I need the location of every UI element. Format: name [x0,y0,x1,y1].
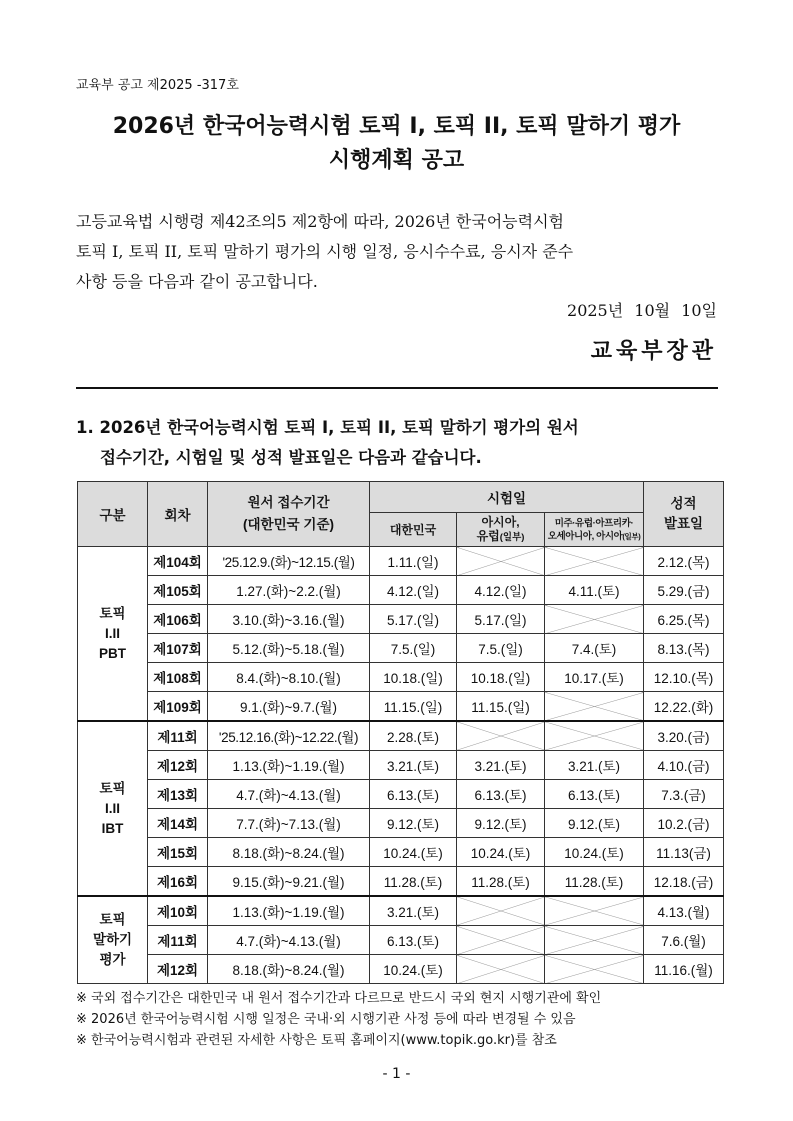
header-result-date [644,482,724,547]
session-cell: 제11회 [148,721,208,751]
apply-period-cell: '25.12.16.(화)~12.22.(월) [208,721,370,751]
test-date-asia-cell: 9.12.(토) [457,809,545,838]
result-date-cell: 7.6.(월) [644,926,724,955]
header-america-etc [545,513,644,547]
header-korea: 대한민국 [370,513,457,547]
test-date-korea-cell: 1.11.(일) [370,547,457,576]
result-date-cell: 4.13.(월) [644,896,724,926]
test-date-america-not-applicable-cell [545,692,644,722]
result-date-cell: 4.10.(금) [644,751,724,780]
test-date-america-cell: 11.28.(토) [545,867,644,897]
test-date-america-not-applicable-cell [545,547,644,576]
header-category: 구분 [78,482,148,547]
table-row [78,896,724,926]
test-date-america-not-applicable-cell [545,721,644,751]
apply-period-cell: 4.7.(화)~4.13.(월) [208,780,370,809]
section-1-heading [76,413,718,473]
test-date-america-cell: 6.13.(토) [545,780,644,809]
result-date-cell: 5.29.(금) [644,576,724,605]
table-row [78,547,724,576]
apply-period-cell: 9.15.(화)~9.21.(월) [208,867,370,897]
notice-number: 교육부 공고 제2025 -317호 [76,78,239,93]
test-date-korea-cell: 6.13.(토) [370,926,457,955]
group-label [78,547,148,722]
result-date-cell: 11.13(금) [644,838,724,867]
test-date-korea-cell: 4.12.(일) [370,576,457,605]
table-row [78,692,724,722]
header-asia-line2 [457,529,544,545]
test-date-korea-cell: 3.21.(토) [370,751,457,780]
apply-period-cell: 8.18.(화)~8.24.(월) [208,955,370,984]
exam-schedule-table [77,481,724,984]
group-label-line: IBT [101,820,124,836]
apply-period-cell: 9.1.(화)~9.7.(월) [208,692,370,722]
header-asia-line1: 아시아, [481,514,520,529]
result-date-cell: 3.20.(금) [644,721,724,751]
apply-period-cell: 1.13.(화)~1.19.(월) [208,751,370,780]
notice-date: 2025년 10월 10일 [567,301,717,320]
apply-period-cell: 4.7.(화)~4.13.(월) [208,926,370,955]
divider-line [76,387,718,389]
test-date-america-cell: 10.24.(토) [545,838,644,867]
table-body [78,547,724,984]
apply-period-cell: 7.7.(화)~7.13.(월) [208,809,370,838]
session-cell: 제11회 [148,926,208,955]
test-date-america-cell: 4.11.(토) [545,576,644,605]
group-label [78,721,148,896]
test-date-korea-cell: 11.28.(토) [370,867,457,897]
table-row [78,634,724,663]
table-row [78,780,724,809]
test-date-america-cell: 9.12.(토) [545,809,644,838]
test-date-korea-cell: 3.21.(토) [370,896,457,926]
group-label-line: 말하기 [92,932,133,947]
page-number: - 1 - [382,1066,411,1082]
table-row [78,955,724,984]
test-date-korea-cell: 10.24.(토) [370,955,457,984]
table-row [78,751,724,780]
session-cell: 제12회 [148,751,208,780]
group-label-line: I.II [104,800,120,816]
session-cell: 제15회 [148,838,208,867]
group-label-line: 토픽 [99,780,126,796]
session-cell: 제107회 [148,634,208,663]
test-date-america-not-applicable-cell [545,955,644,984]
session-cell: 제104회 [148,547,208,576]
apply-period-cell: 3.10.(화)~3.16.(월) [208,605,370,634]
header-result-line1: 성적 [670,496,697,511]
footnote: ※ 2026년 한국어능력시험 시행 일정은 국내·외 시행기관 사정 등에 따라 변경될 수 있음 [76,1012,576,1027]
group-label-line: PBT [99,645,126,661]
test-date-asia-not-applicable-cell [457,896,545,926]
header-result-line2: 발표일 [663,516,704,531]
apply-period-cell: 1.13.(화)~1.19.(월) [208,896,370,926]
test-date-korea-cell: 10.18.(일) [370,663,457,692]
test-date-korea-cell: 7.5.(일) [370,634,457,663]
test-date-korea-cell: 2.28.(토) [370,721,457,751]
result-date-cell: 10.2.(금) [644,809,724,838]
intro-line: 사항 등을 다음과 같이 공고합니다. [76,272,318,291]
header-apply-period [208,482,370,547]
apply-period-cell: 5.12.(화)~5.18.(월) [208,634,370,663]
footnotes [76,988,726,1051]
session-cell: 제106회 [148,605,208,634]
test-date-asia-cell: 4.12.(일) [457,576,545,605]
result-date-cell: 12.18.(금) [644,867,724,897]
test-date-korea-cell: 9.12.(토) [370,809,457,838]
test-date-asia-not-applicable-cell [457,926,545,955]
test-date-korea-cell: 10.24.(토) [370,838,457,867]
test-date-asia-cell: 7.5.(일) [457,634,545,663]
test-date-america-cell: 3.21.(토) [545,751,644,780]
test-date-asia-cell: 10.24.(토) [457,838,545,867]
session-cell: 제14회 [148,809,208,838]
table-row [78,838,724,867]
test-date-america-cell: 7.4.(토) [545,634,644,663]
group-label-line: 토픽 [99,605,126,621]
test-date-america-not-applicable-cell [545,926,644,955]
test-date-asia-cell: 10.18.(일) [457,663,545,692]
apply-period-cell: 8.4.(화)~8.10.(월) [208,663,370,692]
test-date-korea-cell: 6.13.(토) [370,780,457,809]
result-date-cell: 8.13.(목) [644,634,724,663]
header-asia-europe [457,513,545,547]
header-asia-region: 유럽 [476,528,500,543]
section-heading-line: 접수기간, 시험일 및 성적 발표일은 다음과 같습니다. [100,448,482,467]
test-date-asia-not-applicable-cell [457,547,545,576]
intro-paragraph [76,207,718,297]
result-date-cell: 12.10.(목) [644,663,724,692]
test-date-korea-cell: 11.15.(일) [370,692,457,722]
header-apply-period-line1: 원서 접수기간 [247,495,330,510]
test-date-asia-not-applicable-cell [457,955,545,984]
result-date-cell: 12.22.(화) [644,692,724,722]
session-cell: 제10회 [148,896,208,926]
test-date-asia-cell: 6.13.(토) [457,780,545,809]
table-row [78,809,724,838]
result-date-cell: 6.25.(목) [644,605,724,634]
section-heading-line: 1. 2026년 한국어능력시험 토픽 I, 토픽 II, 토픽 말하기 평가의 원서 [76,418,579,437]
test-date-america-cell: 10.17.(토) [545,663,644,692]
test-date-asia-cell: 11.28.(토) [457,867,545,897]
table-row [78,576,724,605]
test-date-asia-not-applicable-cell [457,721,545,751]
apply-period-cell: 1.27.(화)~2.2.(월) [208,576,370,605]
test-date-america-not-applicable-cell [545,896,644,926]
table-row [78,605,724,634]
intro-line: 고등교육법 시행령 제42조의5 제2항에 따라, 2026년 한국어능력시험 [76,212,564,231]
session-cell: 제109회 [148,692,208,722]
intro-line: 토픽 I, 토픽 II, 토픽 말하기 평가의 시행 일정, 응시수수료, 응시자 준수 [76,242,574,261]
apply-period-cell: 8.18.(화)~8.24.(월) [208,838,370,867]
header-america-region: 오세아니아, 아시아 [547,530,623,542]
header-america-line2 [545,530,643,543]
result-date-cell: 11.16.(월) [644,955,724,984]
footnote: ※ 한국어능력시험과 관련된 자세한 사항은 토픽 홈페이지(www.topik.go.kr)를 참조 [76,1033,557,1048]
table-row [78,867,724,897]
document-title-line1: 2026년 한국어능력시험 토픽 I, 토픽 II, 토픽 말하기 평가 [112,114,681,139]
group-label-line: I.II [104,625,120,641]
group-label-line: 토픽 [99,912,126,927]
header-america-line1: 미주·유럽·아프리카· [554,517,634,529]
header-asia-partial: (일부) [499,531,525,543]
session-cell: 제16회 [148,867,208,897]
document-title-line2: 시행계획 공고 [328,148,465,173]
test-date-korea-cell: 5.17.(일) [370,605,457,634]
session-cell: 제108회 [148,663,208,692]
test-date-america-not-applicable-cell [545,605,644,634]
header-test-date: 시험일 [370,482,644,513]
result-date-cell: 7.3.(금) [644,780,724,809]
test-date-asia-cell: 3.21.(토) [457,751,545,780]
issuer-minister: 교육부장관 [590,338,717,364]
table-row [78,721,724,751]
table-row [78,663,724,692]
group-label-line: 평가 [99,952,126,967]
header-america-partial: (일부) [622,531,641,541]
group-label [78,896,148,984]
table-row [78,926,724,955]
test-date-asia-cell: 5.17.(일) [457,605,545,634]
session-cell: 제12회 [148,955,208,984]
session-cell: 제13회 [148,780,208,809]
header-apply-period-line2: (대한민국 기준) [243,517,334,532]
result-date-cell: 2.12.(목) [644,547,724,576]
test-date-asia-cell: 11.15.(일) [457,692,545,722]
apply-period-cell: '25.12.9.(화)~12.15.(월) [208,547,370,576]
session-cell: 제105회 [148,576,208,605]
footnote: ※ 국외 접수기간은 대한민국 내 원서 접수기간과 다르므로 반드시 국외 현지 시행기관에 확인 [76,991,602,1006]
header-session: 회차 [148,482,208,547]
